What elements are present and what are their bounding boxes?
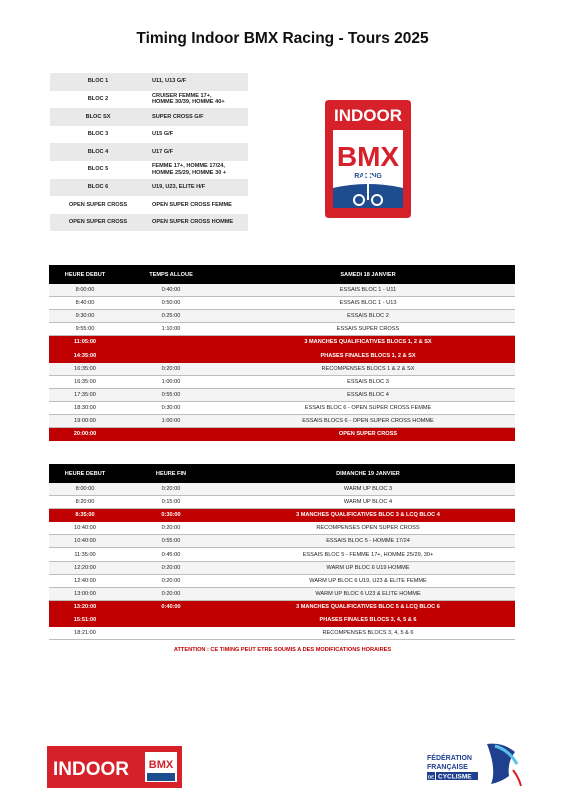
page-title: Timing Indoor BMX Racing - Tours 2025 xyxy=(136,30,429,47)
start-time: 16:35:00 xyxy=(49,362,121,375)
duration: 0:15:00 xyxy=(121,496,221,509)
bloc-row xyxy=(50,214,248,232)
duration: 0:30:00 xyxy=(121,401,221,414)
duration: 1:10:00 xyxy=(121,323,221,336)
bloc-categories: OPEN SUPER CROSS FEMME xyxy=(146,196,248,214)
svg-text:FRANÇAISE: FRANÇAISE xyxy=(427,764,468,771)
session-label: RECOMPENSES OPEN SUPER CROSS xyxy=(221,522,515,535)
bloc-name: BLOC 4 xyxy=(50,143,146,161)
session-label: RECOMPENSES BLOCS 3, 4, 5 & 6 xyxy=(221,627,515,640)
session-label: WARM UP BLOC 6 U19 HOMME xyxy=(221,561,515,574)
schedule-row xyxy=(49,574,515,587)
duration: 1:00:00 xyxy=(121,414,221,427)
start-time: 8:00:00 xyxy=(49,284,121,297)
start-time: 13:00:00 xyxy=(49,587,121,600)
start-time: 8:40:00 xyxy=(49,297,121,310)
indoor-bmx-logo xyxy=(323,96,413,222)
svg-text:INDOOR: INDOOR xyxy=(334,106,402,125)
col-day: DIMANCHE 19 JANVIER xyxy=(221,464,515,483)
bloc-categories: CRUISER FEMME 17+, HOMME 30/39, HOMME 40+ xyxy=(146,91,248,109)
bloc-row xyxy=(50,108,248,126)
duration xyxy=(121,336,221,349)
start-time: 8:20:00 xyxy=(49,496,121,509)
duration: 0:55:00 xyxy=(121,535,221,548)
bloc-categories: U19, U23, ELITE H/F xyxy=(146,179,248,197)
duration xyxy=(121,613,221,626)
schedule-row xyxy=(49,627,515,640)
schedule-row xyxy=(49,310,515,323)
schedule-row xyxy=(49,535,515,548)
session-label: WARM UP BLOC 4 xyxy=(221,496,515,509)
start-time: 9:55:00 xyxy=(49,323,121,336)
session-label: 3 MANCHES QUALIFICATIVES BLOC 5 & LCQ BLOC 6 xyxy=(221,600,515,613)
schedule-row-highlight xyxy=(49,336,515,349)
col-temps-alloue: TEMPS ALLOUE xyxy=(121,265,221,284)
session-label: WARM UP BLOC 6 U23 & ELITE HOMME xyxy=(221,587,515,600)
duration: 0:40:00 xyxy=(121,600,221,613)
start-time: 13:20:00 xyxy=(49,600,121,613)
schedule-row xyxy=(49,414,515,427)
blocs-table xyxy=(50,73,248,231)
warning-notice: ATTENTION : CE TIMING PEUT ETRE SOUMIS A DES MODIFICATIONS HORAIRES xyxy=(173,647,392,653)
duration: 0:20:00 xyxy=(121,362,221,375)
svg-text:INDOOR: INDOOR xyxy=(53,759,129,780)
duration: 0:55:00 xyxy=(121,388,221,401)
duration: 0:20:00 xyxy=(121,522,221,535)
svg-text:CYCLISME: CYCLISME xyxy=(438,773,472,781)
start-time: 18:21:00 xyxy=(49,627,121,640)
start-time: 10:40:00 xyxy=(49,522,121,535)
bloc-name: BLOC SX xyxy=(50,108,146,126)
schedule-row-highlight xyxy=(49,613,515,626)
col-heure-fin: HEURE FIN xyxy=(121,464,221,483)
session-label: PHASES FINALES BLOCS 1, 2 & SX xyxy=(221,349,515,362)
indoor-bmx-footer-logo xyxy=(47,746,182,788)
schedule-row-highlight xyxy=(49,600,515,613)
session-label: OPEN SUPER CROSS xyxy=(221,428,515,441)
bloc-name: BLOC 5 xyxy=(50,161,146,179)
session-label: ESSAIS SUPER CROSS xyxy=(221,323,515,336)
session-label: ESSAIS BLOC 1 - U11 xyxy=(221,284,515,297)
schedule-row-highlight xyxy=(49,509,515,522)
schedule-row xyxy=(49,522,515,535)
bloc-row xyxy=(50,73,248,91)
duration: 0:20:00 xyxy=(121,561,221,574)
schedule-row-highlight xyxy=(49,428,515,441)
svg-text:BMX: BMX xyxy=(336,141,400,172)
sunday-schedule xyxy=(49,464,515,640)
schedule-row xyxy=(49,323,515,336)
bloc-row xyxy=(50,126,248,144)
bloc-categories: OPEN SUPER CROSS HOMME xyxy=(146,214,248,232)
bloc-row xyxy=(50,179,248,197)
session-label: ESSAIS BLOC 1 - U13 xyxy=(221,297,515,310)
start-time: 14:35:00 xyxy=(49,349,121,362)
bloc-name: OPEN SUPER CROSS xyxy=(50,214,146,232)
bloc-name: BLOC 1 xyxy=(50,73,146,91)
bloc-name: BLOC 3 xyxy=(50,126,146,144)
duration: 0:40:00 xyxy=(121,284,221,297)
bloc-row xyxy=(50,196,248,214)
start-time: 18:30:00 xyxy=(49,401,121,414)
schedule-row xyxy=(49,587,515,600)
duration: 0:20:00 xyxy=(121,574,221,587)
session-label: ESSAIS BLOC 6 - OPEN SUPER CROSS FEMME xyxy=(221,401,515,414)
bloc-categories: SUPER CROSS G/F xyxy=(146,108,248,126)
session-label: ESSAIS BLOCS 6 - OPEN SUPER CROSS HOMME xyxy=(221,414,515,427)
svg-text:BMX: BMX xyxy=(148,759,174,771)
schedule-row xyxy=(49,496,515,509)
session-label: ESSAIS BLOC 5 - HOMME 17/24 xyxy=(221,535,515,548)
session-label: ESSAIS BLOC 5 - FEMME 17+, HOMME 25/29, 30+ xyxy=(221,548,515,561)
start-time: 20:00:00 xyxy=(49,428,121,441)
saturday-schedule xyxy=(49,265,515,441)
start-time: 8:00:00 xyxy=(49,483,121,496)
duration: 0:45:00 xyxy=(121,548,221,561)
start-time: 8:35:00 xyxy=(49,509,121,522)
start-time: 15:51:00 xyxy=(49,613,121,626)
schedule-row xyxy=(49,362,515,375)
start-time: 10:40:00 xyxy=(49,535,121,548)
schedule-row xyxy=(49,388,515,401)
schedule-row-highlight xyxy=(49,349,515,362)
col-day: SAMEDI 18 JANVIER xyxy=(221,265,515,284)
col-heure-debut: HEURE DEBUT xyxy=(49,265,121,284)
session-label: ESSAIS BLOC 3 xyxy=(221,375,515,388)
session-label: RECOMPENSES BLOCS 1 & 2 & SX xyxy=(221,362,515,375)
session-label: ESSAIS BLOC 4 xyxy=(221,388,515,401)
bloc-categories: U15 G/F xyxy=(146,126,248,144)
schedule-row xyxy=(49,375,515,388)
duration: 0:20:00 xyxy=(121,483,221,496)
start-time: 11:05:00 xyxy=(49,336,121,349)
duration xyxy=(121,349,221,362)
col-heure-debut: HEURE DEBUT xyxy=(49,464,121,483)
session-label: WARM UP BLOC 6 U19, U23 & ELITE FEMME xyxy=(221,574,515,587)
schedule-row xyxy=(49,483,515,496)
bloc-row xyxy=(50,143,248,161)
bloc-row xyxy=(50,161,248,179)
schedule-row xyxy=(49,284,515,297)
session-label: ESSAIS BLOC 2 xyxy=(221,310,515,323)
session-label: PHASES FINALES BLOCS 3, 4, 5 & 6 xyxy=(221,613,515,626)
bloc-row xyxy=(50,91,248,109)
schedule-row xyxy=(49,548,515,561)
duration xyxy=(121,428,221,441)
duration: 0:50:00 xyxy=(121,297,221,310)
bloc-name: OPEN SUPER CROSS xyxy=(50,196,146,214)
schedule-row xyxy=(49,561,515,574)
bloc-name: BLOC 6 xyxy=(50,179,146,197)
start-time: 17:35:00 xyxy=(49,388,121,401)
duration xyxy=(121,627,221,640)
svg-text:RACING: RACING xyxy=(354,173,382,180)
duration: 1:00:00 xyxy=(121,375,221,388)
session-label: 3 MANCHES QUALIFICATIVES BLOC 3 & LCQ BLOC 4 xyxy=(221,509,515,522)
svg-text:FÉDÉRATION: FÉDÉRATION xyxy=(427,755,472,762)
duration: 0:25:00 xyxy=(121,310,221,323)
session-label: 3 MANCHES QUALIFICATIVES BLOCS 1, 2 & SX xyxy=(221,336,515,349)
schedule-row xyxy=(49,401,515,414)
bloc-categories: FEMME 17+, HOMME 17/24, HOMME 25/29, HOMME 30 + xyxy=(146,161,248,179)
start-time: 12:20:00 xyxy=(49,561,121,574)
start-time: 19:00:00 xyxy=(49,414,121,427)
start-time: 11:35:00 xyxy=(49,548,121,561)
start-time: 12:40:00 xyxy=(49,574,121,587)
bloc-categories: U11, U13 G/F xyxy=(146,73,248,91)
schedule-row xyxy=(49,297,515,310)
bloc-categories: U17 G/F xyxy=(146,143,248,161)
start-time: 16:35:00 xyxy=(49,375,121,388)
duration: 0:30:00 xyxy=(121,509,221,522)
bloc-name: BLOC 2 xyxy=(50,91,146,109)
start-time: 9:30:00 xyxy=(49,310,121,323)
duration: 0:20:00 xyxy=(121,587,221,600)
session-label: WARM UP BLOC 3 xyxy=(221,483,515,496)
svg-text:DE: DE xyxy=(427,774,435,780)
ffc-logo xyxy=(425,740,525,790)
